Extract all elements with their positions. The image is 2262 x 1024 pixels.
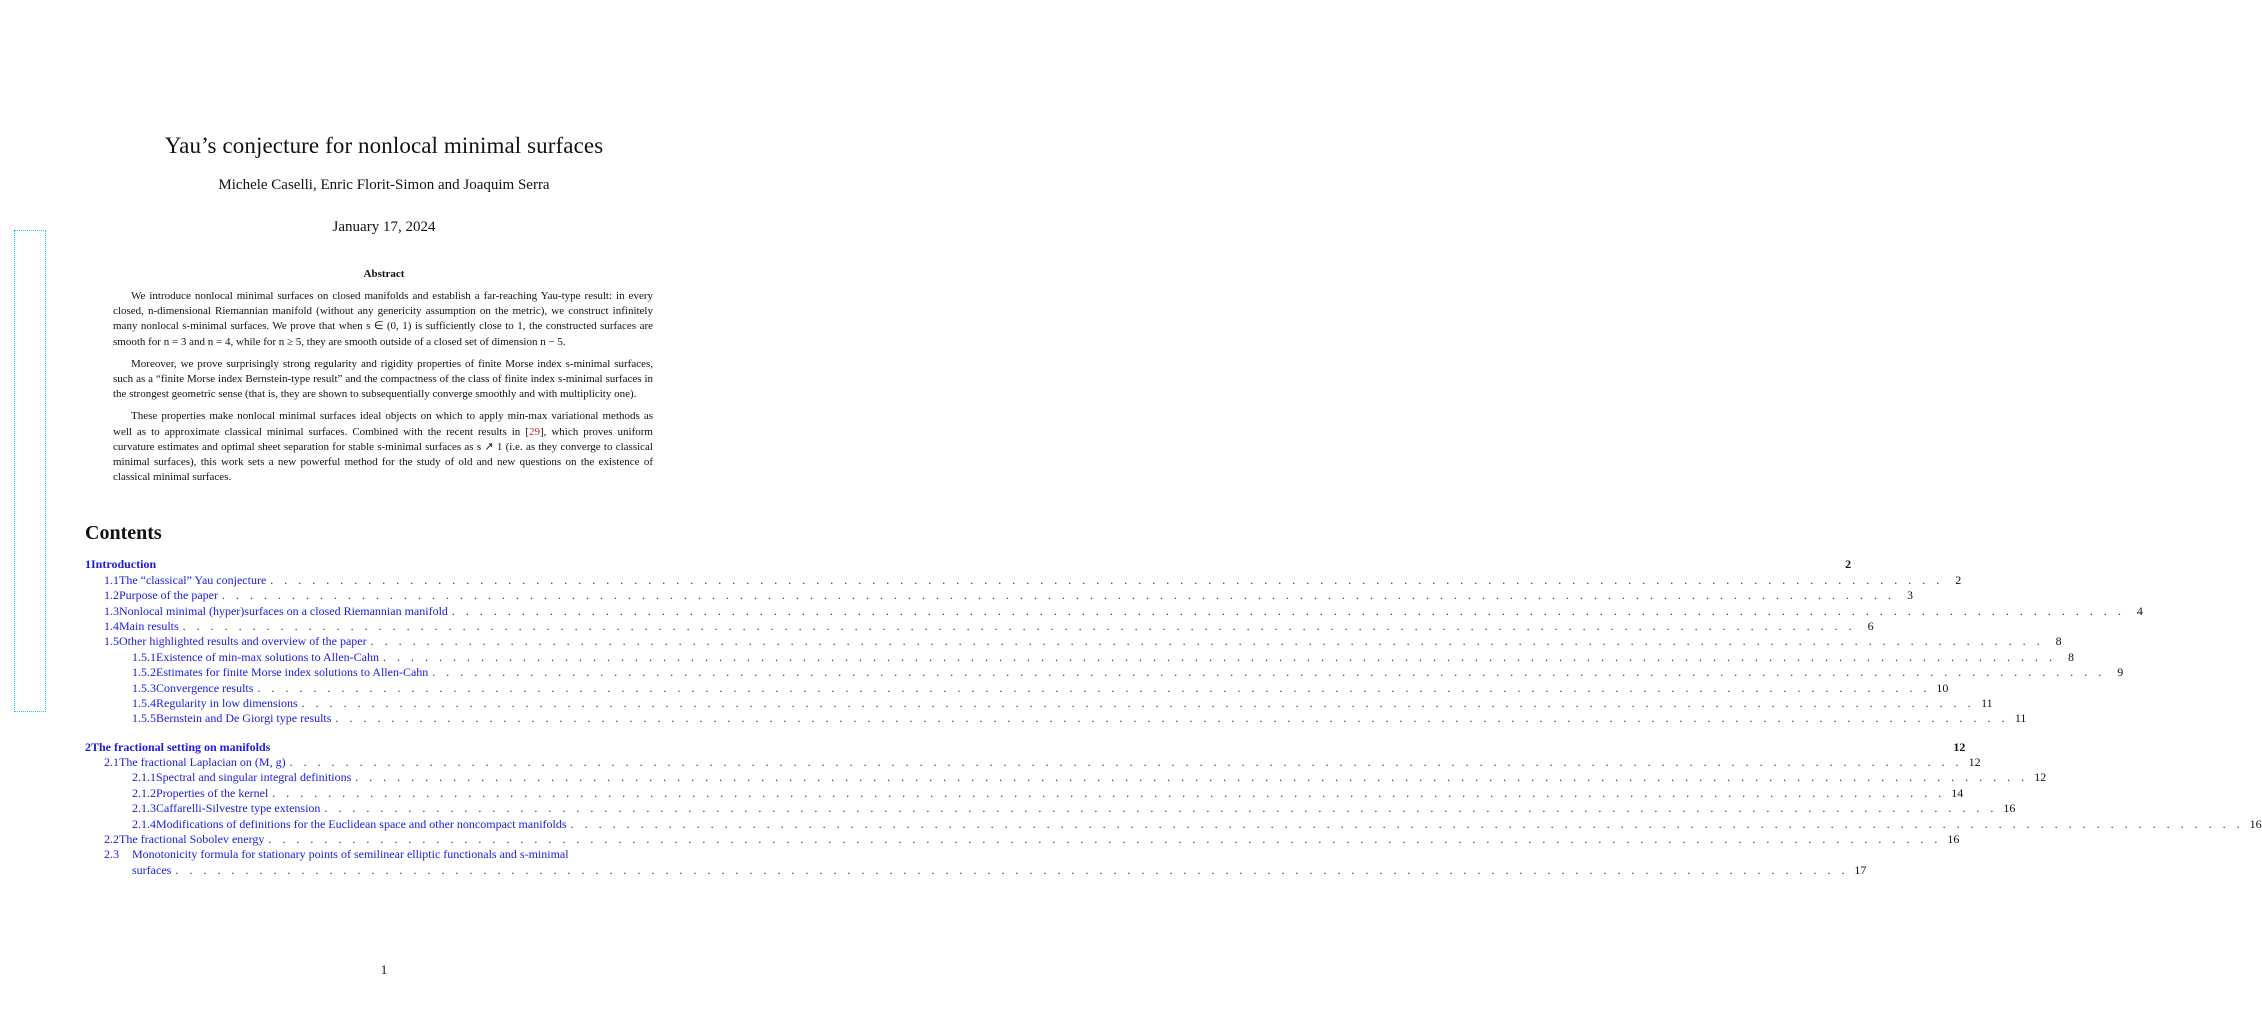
toc-entry-number: 1.5 bbox=[104, 634, 119, 649]
abstract-paragraph-2: Moreover, we prove surprisingly strong regularity and rigidity properties of finite Morse index s-minimal surfaces, such as a “finite Morse index Bernstein-type result” and the compactness of the class of finite index s-minimal surfaces in the strongest geometric sense (that is, they are shown to subsequentially converge smoothly and with multiplicity one). bbox=[113, 357, 653, 401]
toc-entry-number: 2.1 bbox=[104, 755, 119, 770]
toc-entry-label[interactable]: The fractional setting on manifolds bbox=[91, 739, 271, 754]
abstract-heading: Abstract bbox=[363, 268, 405, 280]
toc-entry-page: 14 bbox=[1951, 785, 1964, 800]
toc-entry-number: 2.1.4 bbox=[132, 816, 156, 831]
toc-entry-page: 11 bbox=[2014, 711, 2027, 726]
toc-entry-page: 10 bbox=[1936, 680, 1949, 695]
toc-entry-number: 1 bbox=[85, 557, 91, 572]
toc-entry-number: 2.1.1 bbox=[132, 770, 156, 785]
toc-entry[interactable] bbox=[85, 588, 1913, 603]
toc-entry-number: 1.4 bbox=[104, 618, 119, 633]
toc-entry-page: 11 bbox=[1981, 695, 1993, 710]
toc-entry-label[interactable]: surfaces bbox=[132, 862, 172, 877]
toc-leader-dots: . . . . . . . . . . . . . . . . . . . . . . . . . . . . . . . . . . . . . . . . . . . . . . . . . . . . . . . . . . . . . . . . . . . . . . . . . . . . . . . . . . . . . . . . . . . . . . . . . . . . . . . . . . . . . . . . . . . . . . . . bbox=[257, 680, 1931, 695]
toc-leader-dots: . . . . . . . . . . . . . . . . . . . . . . . . . . . . . . . . . . . . . . . . . . . . . . . . . . . . . . . . . . . . . . . . . . . . . . . . . . . . . . . . . . . . . . . . . . . . . . . . . . . . . . . . . . . . . . . . . . . . . . . . bbox=[268, 832, 1942, 847]
toc-leader-dots: . . . . . . . . . . . . . . . . . . . . . . . . . . . . . . . . . . . . . . . . . . . . . . . . . . . . . . . . . . . . . . . . . . . . . . . . . . . . . . . . . . . . . . . . . . . . . . . . . . . . . . . . . . . . . . . . . . . . . . . . bbox=[289, 755, 1963, 770]
table-of-contents bbox=[85, 557, 2262, 878]
toc-entry-number: 1.5.2 bbox=[132, 665, 156, 680]
toc-entry-label[interactable]: Estimates for finite Morse index solutions to Allen-Cahn bbox=[156, 665, 429, 680]
toc-entry-label[interactable]: Existence of min-max solutions to Allen-Cahn bbox=[156, 649, 379, 664]
toc-entry-label[interactable]: Purpose of the paper bbox=[119, 588, 218, 603]
toc-entry-page: 17 bbox=[1854, 862, 1867, 877]
toc-leader-dots: . . . . . . . . . . . . . . . . . . . . . . . . . . . . . . . . . . . . . . . . . . . . . . . . . . . . . . . . . . . . . . . . . . . . . . . . . . . . . . . . . . . . . . . . . . . . . . . . . . . . . . . . . . . . . . . . . . . . . . . . bbox=[370, 634, 2044, 649]
abstract-body bbox=[113, 289, 653, 492]
toc-entry-page: 16 bbox=[2003, 801, 2016, 816]
toc-entry[interactable] bbox=[85, 572, 1962, 587]
toc-leader-dots: . . . . . . . . . . . . . . . . . . . . . . . . . . . . . . . . . . . . . . . . . . . . . . . . . . . . . . . . . . . . . . . . . . . . . . . . . . . . . . . . . . . . . . . . . . . . . . . . . . . . . . . . . . . . . . . . . . . . . . . . bbox=[270, 572, 1944, 587]
toc-leader-dots: . . . . . . . . . . . . . . . . . . . . . . . . . . . . . . . . . . . . . . . . . . . . . . . . . . . . . . . . . . . . . . . . . . . . . . . . . . . . . . . . . . . . . . . . . . . . . . . . . . . . . . . . . . . . . . . . . . . . . . . . bbox=[301, 695, 1975, 710]
toc-leader-dots: . . . . . . . . . . . . . . . . . . . . . . . . . . . . . . . . . . . . . . . . . . . . . . . . . . . . . . . . . . . . . . . . . . . . . . . . . . . . . . . . . . . . . . . . . . . . . . . . . . . . . . . . . . . . . . . . . . . . . . . . bbox=[451, 603, 2125, 618]
toc-entry-number: 2.2 bbox=[104, 832, 119, 847]
toc-entry-label[interactable]: Introduction bbox=[91, 557, 157, 572]
toc-entry-number: 2.1.3 bbox=[132, 801, 156, 816]
toc-entry-label[interactable]: Bernstein and De Giorgi type results bbox=[156, 711, 332, 726]
toc-leader-dots: . . . . . . . . . . . . . . . . . . . . . . . . . . . . . . . . . . . . . . . . . . . . . . . . . . . . . . . . . . . . . . . . . . . . . . . . . . . . . . . . . . . . . . . . . . . . . . . . . . . . . . . . . . . . . . . . . . . . . . . . bbox=[570, 816, 2244, 831]
citation-link[interactable]: 29 bbox=[528, 425, 540, 438]
toc-entry-page: 16 bbox=[1947, 832, 1960, 847]
toc-entry[interactable] bbox=[85, 785, 1964, 800]
toc-entry-number: 1.3 bbox=[104, 603, 119, 618]
toc-entry[interactable] bbox=[85, 603, 2143, 618]
toc-entry-label[interactable]: Properties of the kernel bbox=[156, 785, 269, 800]
toc-leader-dots: . . . . . . . . . . . . . . . . . . . . . . . . . . . . . . . . . . . . . . . . . . . . . . . . . . . . . . . . . . . . . . . . . . . . . . . . . . . . . . . . . . . . . . . . . . . . . . . . . . . . . . . . . . . . . . . . . . . . . . . . bbox=[272, 785, 1946, 800]
toc-entry-label[interactable]: Nonlocal minimal (hyper)surfaces on a closed Riemannian manifold bbox=[119, 603, 448, 618]
abstract-text: These properties make nonlocal minimal surfaces ideal objects on which to apply min-max variational methods as well as to approximate classical minimal surfaces. Combined with the recent results in [ bbox=[113, 410, 653, 438]
toc-entry-number: 2.1.2 bbox=[132, 785, 156, 800]
toc-entry-label[interactable]: The fractional Sobolev energy bbox=[119, 832, 265, 847]
toc-entry-page: 12 bbox=[1968, 755, 1981, 770]
toc-entry-page: 12 bbox=[2034, 770, 2047, 785]
toc-spacer bbox=[85, 726, 684, 739]
arxiv-stamp-frame bbox=[14, 230, 46, 712]
toc-entry-label[interactable]: Other highlighted results and overview of the paper bbox=[119, 634, 367, 649]
toc-entry-number: 1.5.1 bbox=[132, 649, 156, 664]
toc-entry-page: 6 bbox=[1867, 618, 1874, 633]
toc-entry-number: 1.1 bbox=[104, 572, 119, 587]
toc-entry-label[interactable]: Caffarelli-Silvestre type extension bbox=[156, 801, 321, 816]
toc-entry[interactable] bbox=[85, 618, 1874, 634]
toc-entry-number: 1.5.3 bbox=[132, 680, 156, 695]
abstract-text: ], which proves uniform curvature estimates and optimal sheet separation for stable s-minimal surfaces as s ↗ 1 (i.e. as they converge to classical minimal surfaces), this work sets a new powerful method for the study of old and new questions on the existence of classical minimal surfaces. bbox=[113, 425, 653, 484]
toc-entry-number: 2.3 bbox=[104, 847, 119, 862]
toc-entry-label[interactable]: The fractional Laplacian on (M, g) bbox=[119, 755, 286, 770]
toc-entry[interactable] bbox=[85, 711, 2027, 726]
toc-entry-label[interactable]: Spectral and singular integral definitions bbox=[156, 770, 352, 785]
toc-entry[interactable] bbox=[85, 680, 1949, 695]
toc-entry[interactable] bbox=[85, 770, 2047, 785]
toc-section-entry[interactable] bbox=[85, 739, 1966, 754]
toc-section-entry[interactable] bbox=[85, 557, 1852, 572]
toc-leader-dots: . . . . . . . . . . . . . . . . . . . . . . . . . . . . . . . . . . . . . . . . . . . . . . . . . . . . . . . . . . . . . . . . . . . . . . . . . . . . . . . . . . . . . . . . . . . . . . . . . . . . . . . . . . . . . . . . . . . . . . . . bbox=[382, 649, 2056, 664]
toc-entry[interactable] bbox=[85, 755, 1981, 770]
toc-entry[interactable] bbox=[85, 649, 2074, 664]
toc-entry-page: 16 bbox=[2249, 816, 2262, 831]
toc-leader-dots: . . . . . . . . . . . . . . . . . . . . . . . . . . . . . . . . . . . . . . . . . . . . . . . . . . . . . . . . . . . . . . . . . . . . . . . . . . . . . . . . . . . . . . . . . . . . . . . . . . . . . . . . . . . . . . . . . . . . . . . . bbox=[432, 665, 2106, 680]
toc-entry-page: 8 bbox=[2055, 634, 2062, 649]
abstract-paragraph-3 bbox=[113, 409, 653, 485]
toc-entry[interactable] bbox=[85, 634, 2062, 649]
toc-entry[interactable] bbox=[85, 801, 2016, 816]
toc-entry-page: 3 bbox=[1906, 588, 1913, 603]
toc-entry-label[interactable]: Regularity in low dimensions bbox=[156, 695, 298, 710]
toc-entry-label[interactable]: Modifications of definitions for the Euclidean space and other noncompact manifolds bbox=[156, 816, 567, 831]
toc-leader-dots: . . . . . . . . . . . . . . . . . . . . . . . . . . . . . . . . . . . . . . . . . . . . . . . . . . . . . . . . . . . . . . . . . . . . . . . . . . . . . . . . . . . . . . . . . . . . . . . . . . . . . . . . . . . . . . . . . . . . . . . . bbox=[175, 862, 1849, 877]
toc-entry-page: 4 bbox=[2136, 603, 2143, 618]
paper-authors: Michele Caselli, Enric Florit-Simon and Joaquim Serra bbox=[218, 177, 550, 193]
toc-entry-number: 2 bbox=[85, 739, 91, 754]
paper-title: Yau’s conjecture for nonlocal minimal surfaces bbox=[164, 133, 604, 158]
toc-entry[interactable] bbox=[85, 862, 1867, 877]
toc-leader-dots: . . . . . . . . . . . . . . . . . . . . . . . . . . . . . . . . . . . . . . . . . . . . . . . . . . . . . . . . . . . . . . . . . . . . . . . . . . . . . . . . . . . . . . . . . . . . . . . . . . . . . . . . . . . . . . . . . . . . . . . . bbox=[182, 618, 1856, 633]
toc-entry[interactable] bbox=[85, 665, 2124, 680]
toc-entry-page: 2 bbox=[1845, 557, 1852, 572]
toc-entry-page: 8 bbox=[2067, 649, 2074, 664]
toc-entry-label[interactable]: Convergence results bbox=[156, 680, 254, 695]
paper-date: January 17, 2024 bbox=[332, 219, 436, 235]
toc-entry[interactable] bbox=[85, 847, 684, 862]
toc-entry-number: 1.5.5 bbox=[132, 711, 156, 726]
toc-entry-number: 1.5.4 bbox=[132, 695, 156, 710]
abstract-paragraph-1: We introduce nonlocal minimal surfaces on closed manifolds and establish a far-reaching Yau-type result: in every closed, n-dimensional Riemannian manifold (without any genericity assumption on the metric), we construct infinitely many nonlocal s-minimal surfaces. We prove that when s ∈ (0, 1) is sufficiently close to 1, the constructed surfaces are smooth for n = 3 and n = 4, while for n ≥ 5, they are smooth outside of a closed set of dimension n − 5. bbox=[113, 290, 653, 348]
toc-leader-dots: . . . . . . . . . . . . . . . . . . . . . . . . . . . . . . . . . . . . . . . . . . . . . . . . . . . . . . . . . . . . . . . . . . . . . . . . . . . . . . . . . . . . . . . . . . . . . . . . . . . . . . . . . . . . . . . . . . . . . . . . bbox=[221, 588, 1895, 603]
toc-entry-label[interactable]: Main results bbox=[119, 618, 179, 633]
toc-entry-number: 1.2 bbox=[104, 588, 119, 603]
contents-heading: Contents bbox=[85, 522, 162, 544]
toc-leader-dots: . . . . . . . . . . . . . . . . . . . . . . . . . . . . . . . . . . . . . . . . . . . . . . . . . . . . . . . . . . . . . . . . . . . . . . . . . . . . . . . . . . . . . . . . . . . . . . . . . . . . . . . . . . . . . . . . . . . . . . . . bbox=[324, 801, 1998, 816]
toc-entry-page: 2 bbox=[1955, 572, 1962, 587]
toc-entry-label[interactable]: The “classical” Yau conjecture bbox=[119, 572, 267, 587]
toc-entry-page: 9 bbox=[2117, 665, 2124, 680]
toc-entry[interactable] bbox=[85, 832, 1960, 847]
toc-leader-dots: . . . . . . . . . . . . . . . . . . . . . . . . . . . . . . . . . . . . . . . . . . . . . . . . . . . . . . . . . . . . . . . . . . . . . . . . . . . . . . . . . . . . . . . . . . . . . . . . . . . . . . . . . . . . . . . . . . . . . . . . bbox=[355, 770, 2029, 785]
toc-entry-label[interactable]: Monotonicity formula for stationary points of semilinear elliptic functionals and s-minimal bbox=[132, 847, 569, 862]
toc-entry-page: 12 bbox=[1953, 739, 1966, 754]
toc-entry[interactable] bbox=[85, 816, 2262, 831]
toc-leader-dots: . . . . . . . . . . . . . . . . . . . . . . . . . . . . . . . . . . . . . . . . . . . . . . . . . . . . . . . . . . . . . . . . . . . . . . . . . . . . . . . . . . . . . . . . . . . . . . . . . . . . . . . . . . . . . . . . . . . . . . . . bbox=[335, 711, 2009, 726]
page-number: 1 bbox=[380, 962, 388, 977]
toc-entry[interactable] bbox=[85, 695, 1993, 711]
